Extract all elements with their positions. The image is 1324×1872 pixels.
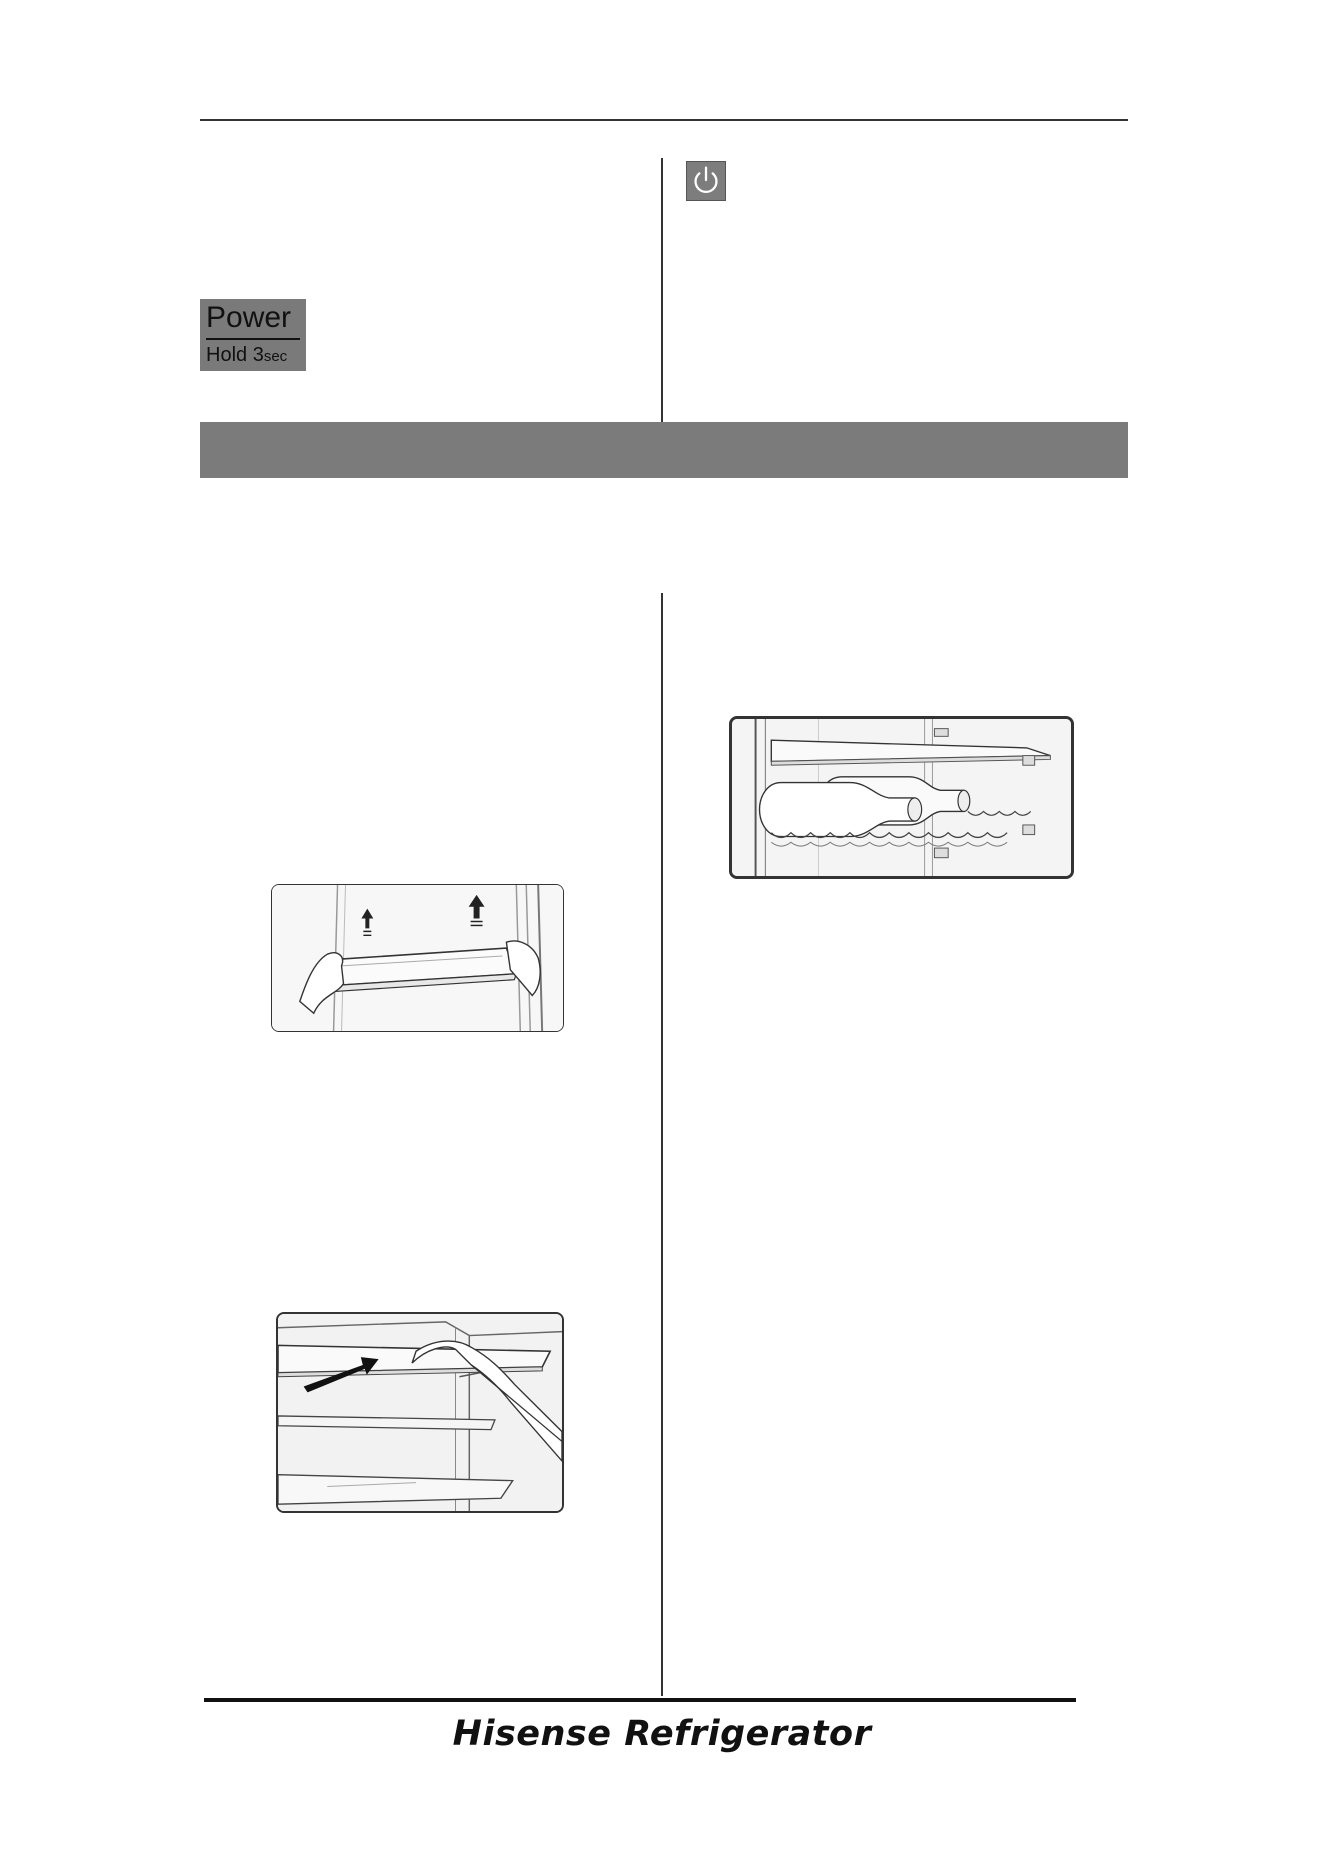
- power-hold-badge: [200, 299, 306, 371]
- power-icon: [686, 161, 726, 201]
- hold-unit: sec: [263, 348, 288, 365]
- wine-rack-illustration: [729, 716, 1074, 879]
- power-label: Power: [206, 301, 292, 334]
- footer-rule: [204, 1698, 1076, 1702]
- column-divider-bottom: [661, 593, 663, 1696]
- section-heading-band: [200, 422, 1128, 478]
- hold-label: [206, 343, 300, 369]
- column-divider-top: [661, 158, 663, 422]
- hold-text: Hold 3: [206, 344, 264, 366]
- brand-footer: Hisense Refrigerator: [452, 1714, 872, 1754]
- header-rule: [200, 119, 1128, 121]
- door-bin-removal-illustration: [271, 884, 564, 1032]
- power-badge-divider: [206, 338, 300, 340]
- shelf-insert-illustration: [276, 1312, 564, 1513]
